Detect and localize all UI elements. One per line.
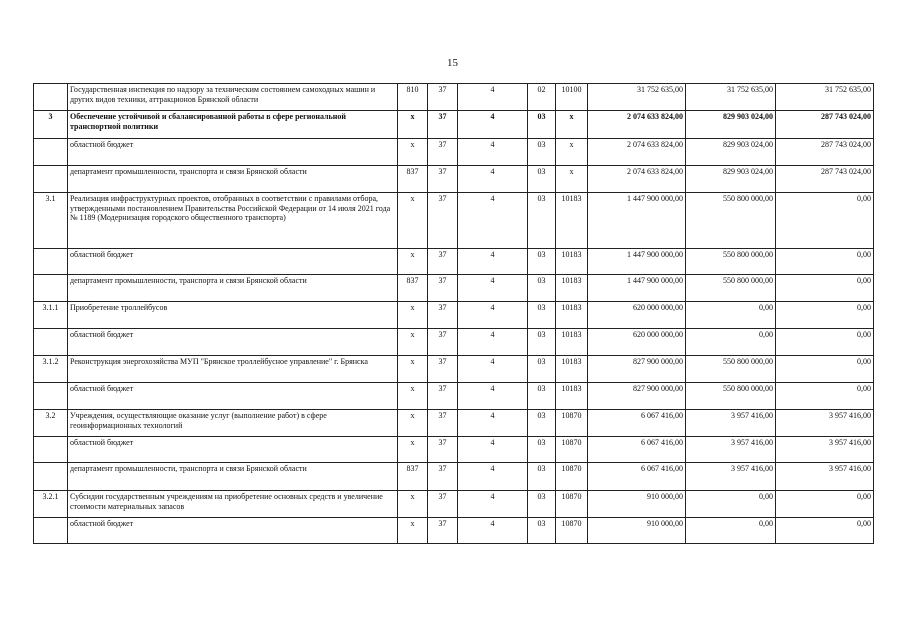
amount-year-2: 829 903 024,00 (686, 166, 776, 193)
amount-year-1: 910 000,00 (588, 491, 686, 518)
row-number: 3.2 (34, 410, 68, 437)
amount-year-1: 1 447 900 000,00 (588, 193, 686, 249)
amount-year-2: 550 800 000,00 (686, 249, 776, 275)
table-row (34, 491, 874, 518)
amount-year-2: 31 752 635,00 (686, 84, 776, 111)
amount-year-2: 829 903 024,00 (686, 139, 776, 166)
table-row (34, 111, 874, 139)
grbs-code: х (398, 491, 428, 518)
row-name: Субсидии государственным учреждениям на приобретение основных средств и увеличение стоимости материальных запасов (68, 491, 398, 518)
program-code: 37 (428, 302, 458, 329)
amount-year-2: 0,00 (686, 518, 776, 544)
subprogram-code: 4 (458, 410, 528, 437)
amount-year-2: 3 957 416,00 (686, 463, 776, 491)
row-number: 3.1 (34, 193, 68, 249)
row-name: Приобретение троллейбусов (68, 302, 398, 329)
amount-year-1: 2 074 633 824,00 (588, 139, 686, 166)
amount-year-3: 3 957 416,00 (776, 410, 874, 437)
table-row (34, 193, 874, 249)
amount-year-2: 3 957 416,00 (686, 410, 776, 437)
program-code: 37 (428, 249, 458, 275)
row-name: областной бюджет (68, 518, 398, 544)
amount-year-3: 0,00 (776, 356, 874, 383)
amount-year-1: 827 900 000,00 (588, 383, 686, 410)
row-number (34, 139, 68, 166)
table-row (34, 139, 874, 166)
grbs-code: х (398, 111, 428, 139)
grbs-code: х (398, 383, 428, 410)
row-name: областной бюджет (68, 249, 398, 275)
amount-year-2: 3 957 416,00 (686, 437, 776, 463)
amount-year-2: 550 800 000,00 (686, 193, 776, 249)
direction-code: 10183 (556, 302, 588, 329)
direction-code: х (556, 139, 588, 166)
row-number (34, 84, 68, 111)
amount-year-3: 3 957 416,00 (776, 437, 874, 463)
grbs-code: х (398, 302, 428, 329)
amount-year-2: 550 800 000,00 (686, 356, 776, 383)
table-row (34, 356, 874, 383)
row-name: Реализация инфраструктурных проектов, отобранных в соответствии с правилами отбора, утвержденными постановлением Правительства Российской Федерации от 14 июля 2021 года № 1189 (Модернизация городского общественного транспорта) (68, 193, 398, 249)
table-row (34, 410, 874, 437)
grbs-code: х (398, 193, 428, 249)
row-number (34, 437, 68, 463)
budget-table (33, 83, 874, 544)
program-code: 37 (428, 383, 458, 410)
main-event-code: 03 (528, 356, 556, 383)
grbs-code: х (398, 437, 428, 463)
row-name: Реконструкция энергохозяйства МУП "Брянское троллейбусное управление" г. Брянска (68, 356, 398, 383)
row-name: областной бюджет (68, 383, 398, 410)
amount-year-1: 6 067 416,00 (588, 410, 686, 437)
amount-year-1: 620 000 000,00 (588, 329, 686, 356)
row-name: областной бюджет (68, 139, 398, 166)
page-number: 15 (447, 57, 458, 69)
program-code: 37 (428, 518, 458, 544)
main-event-code: 03 (528, 329, 556, 356)
main-event-code: 03 (528, 166, 556, 193)
table-row (34, 275, 874, 302)
main-event-code: 03 (528, 491, 556, 518)
row-number (34, 518, 68, 544)
grbs-code: х (398, 410, 428, 437)
program-code: 37 (428, 463, 458, 491)
main-event-code: 03 (528, 275, 556, 302)
amount-year-2: 0,00 (686, 329, 776, 356)
amount-year-3: 3 957 416,00 (776, 463, 874, 491)
direction-code: 10870 (556, 410, 588, 437)
row-number: 3.1.2 (34, 356, 68, 383)
main-event-code: 03 (528, 437, 556, 463)
subprogram-code: 4 (458, 302, 528, 329)
program-code: 37 (428, 437, 458, 463)
main-event-code: 03 (528, 111, 556, 139)
row-name: Учреждения, осуществляющие оказание услуг (выполнение работ) в сфере геоинформационных технологий (68, 410, 398, 437)
row-name: областной бюджет (68, 437, 398, 463)
amount-year-1: 1 447 900 000,00 (588, 275, 686, 302)
main-event-code: 03 (528, 383, 556, 410)
amount-year-3: 287 743 024,00 (776, 111, 874, 139)
program-code: 37 (428, 84, 458, 111)
amount-year-3: 287 743 024,00 (776, 139, 874, 166)
table-row (34, 329, 874, 356)
grbs-code: 837 (398, 463, 428, 491)
row-number: 3 (34, 111, 68, 139)
subprogram-code: 4 (458, 463, 528, 491)
direction-code: 10183 (556, 356, 588, 383)
direction-code: 10870 (556, 491, 588, 518)
row-name: департамент промышленности, транспорта и связи Брянской области (68, 275, 398, 302)
table-row (34, 166, 874, 193)
amount-year-2: 550 800 000,00 (686, 275, 776, 302)
row-number (34, 275, 68, 302)
row-name: Обеспечение устойчивой и сбалансированной работы в сфере региональной транспортной политики (68, 111, 398, 139)
amount-year-1: 6 067 416,00 (588, 463, 686, 491)
amount-year-2: 829 903 024,00 (686, 111, 776, 139)
direction-code: 10870 (556, 437, 588, 463)
grbs-code: х (398, 139, 428, 166)
direction-code: 10183 (556, 275, 588, 302)
subprogram-code: 4 (458, 518, 528, 544)
program-code: 37 (428, 491, 458, 518)
amount-year-1: 6 067 416,00 (588, 437, 686, 463)
subprogram-code: 4 (458, 84, 528, 111)
main-event-code: 03 (528, 518, 556, 544)
amount-year-1: 31 752 635,00 (588, 84, 686, 111)
row-name: областной бюджет (68, 329, 398, 356)
table-row (34, 463, 874, 491)
amount-year-1: 1 447 900 000,00 (588, 249, 686, 275)
row-number (34, 166, 68, 193)
main-event-code: 03 (528, 410, 556, 437)
grbs-code: 810 (398, 84, 428, 111)
table-row (34, 437, 874, 463)
subprogram-code: 4 (458, 329, 528, 356)
amount-year-1: 827 900 000,00 (588, 356, 686, 383)
program-code: 37 (428, 193, 458, 249)
direction-code: 10183 (556, 383, 588, 410)
row-number (34, 383, 68, 410)
program-code: 37 (428, 166, 458, 193)
subprogram-code: 4 (458, 383, 528, 410)
direction-code: 10870 (556, 518, 588, 544)
amount-year-2: 0,00 (686, 491, 776, 518)
row-name: департамент промышленности, транспорта и связи Брянской области (68, 463, 398, 491)
program-code: 37 (428, 410, 458, 437)
subprogram-code: 4 (458, 249, 528, 275)
amount-year-2: 550 800 000,00 (686, 383, 776, 410)
subprogram-code: 4 (458, 437, 528, 463)
subprogram-code: 4 (458, 356, 528, 383)
amount-year-3: 0,00 (776, 383, 874, 410)
row-name: департамент промышленности, транспорта и связи Брянской области (68, 166, 398, 193)
grbs-code: 837 (398, 166, 428, 193)
direction-code: х (556, 166, 588, 193)
main-event-code: 03 (528, 302, 556, 329)
direction-code: 10183 (556, 249, 588, 275)
amount-year-1: 2 074 633 824,00 (588, 166, 686, 193)
program-code: 37 (428, 329, 458, 356)
grbs-code: х (398, 356, 428, 383)
amount-year-1: 2 074 633 824,00 (588, 111, 686, 139)
program-code: 37 (428, 111, 458, 139)
subprogram-code: 4 (458, 193, 528, 249)
table-row (34, 249, 874, 275)
program-code: 37 (428, 139, 458, 166)
row-name: Государственная инспекция по надзору за техническим состоянием самоходных машин и других видов техники, аттракционов Брянской области (68, 84, 398, 111)
direction-code: 10183 (556, 329, 588, 356)
subprogram-code: 4 (458, 139, 528, 166)
amount-year-3: 0,00 (776, 249, 874, 275)
row-number (34, 463, 68, 491)
table-row (34, 84, 874, 111)
amount-year-3: 0,00 (776, 275, 874, 302)
grbs-code: 837 (398, 275, 428, 302)
main-event-code: 03 (528, 249, 556, 275)
grbs-code: х (398, 249, 428, 275)
amount-year-3: 0,00 (776, 491, 874, 518)
grbs-code: х (398, 329, 428, 356)
grbs-code: х (398, 518, 428, 544)
amount-year-3: 0,00 (776, 302, 874, 329)
table-row (34, 518, 874, 544)
program-code: 37 (428, 275, 458, 302)
main-event-code: 02 (528, 84, 556, 111)
direction-code: 10183 (556, 193, 588, 249)
main-event-code: 03 (528, 139, 556, 166)
row-number (34, 329, 68, 356)
amount-year-1: 910 000,00 (588, 518, 686, 544)
amount-year-3: 287 743 024,00 (776, 166, 874, 193)
amount-year-3: 0,00 (776, 329, 874, 356)
amount-year-3: 0,00 (776, 193, 874, 249)
direction-code: х (556, 111, 588, 139)
row-number: 3.2.1 (34, 491, 68, 518)
table-row (34, 302, 874, 329)
subprogram-code: 4 (458, 166, 528, 193)
subprogram-code: 4 (458, 491, 528, 518)
row-number: 3.1.1 (34, 302, 68, 329)
subprogram-code: 4 (458, 111, 528, 139)
table-row (34, 383, 874, 410)
amount-year-1: 620 000 000,00 (588, 302, 686, 329)
subprogram-code: 4 (458, 275, 528, 302)
direction-code: 10870 (556, 463, 588, 491)
main-event-code: 03 (528, 193, 556, 249)
row-number (34, 249, 68, 275)
amount-year-3: 0,00 (776, 518, 874, 544)
program-code: 37 (428, 356, 458, 383)
main-event-code: 03 (528, 463, 556, 491)
direction-code: 10100 (556, 84, 588, 111)
amount-year-3: 31 752 635,00 (776, 84, 874, 111)
amount-year-2: 0,00 (686, 302, 776, 329)
